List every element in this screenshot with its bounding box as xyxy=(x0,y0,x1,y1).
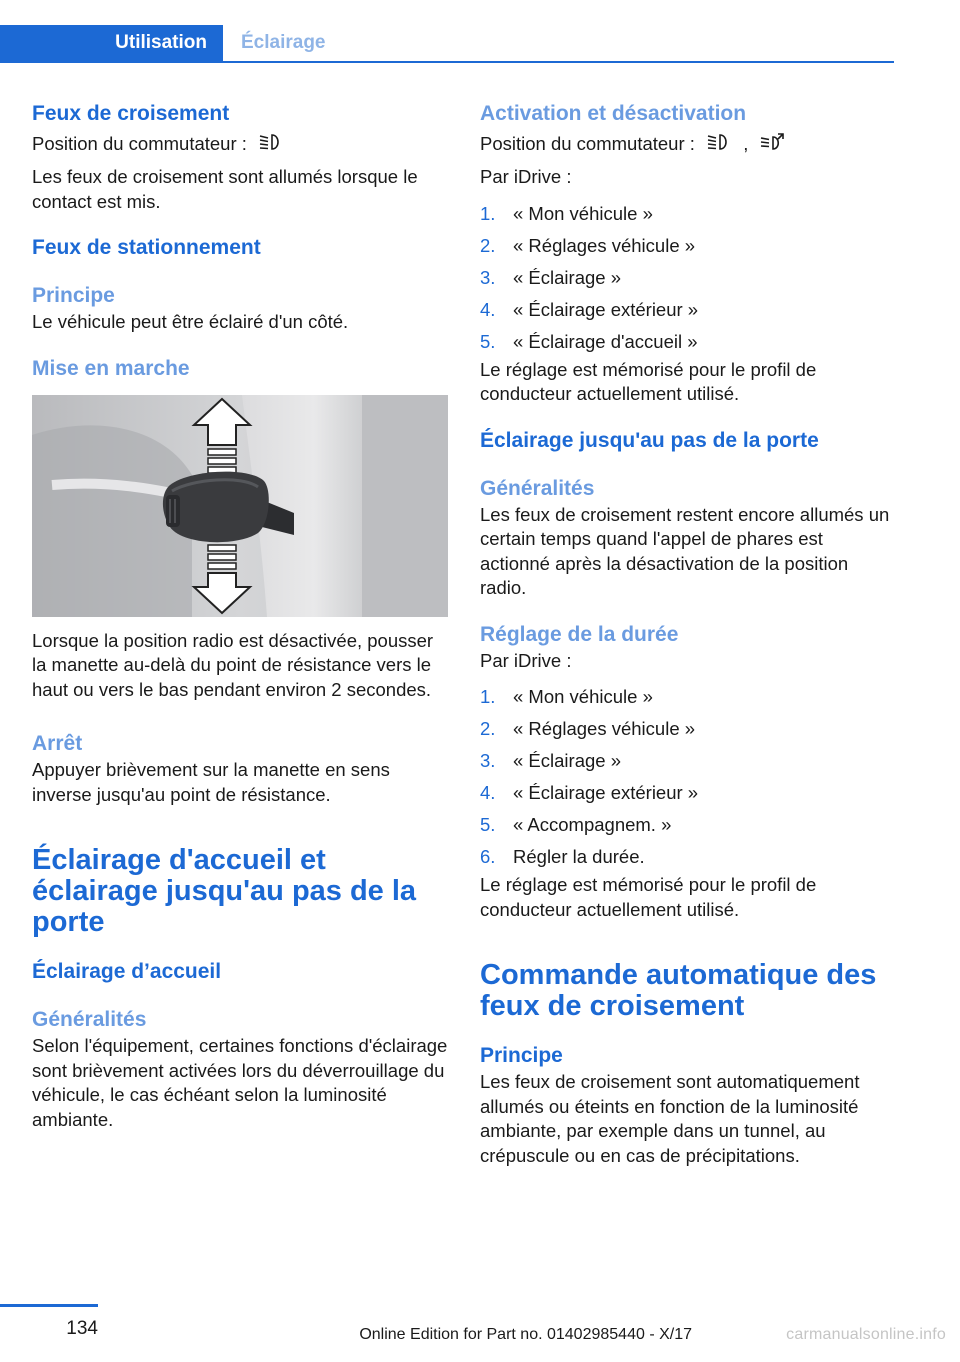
heading-general: Généralités xyxy=(480,476,595,500)
edition-note: Online Edition for Part no. 01402985440 - X/17 xyxy=(359,1326,692,1343)
heading-low-beam: Feux de croisement xyxy=(32,102,230,125)
heading-principle: Principe xyxy=(32,284,115,308)
auto-light-icon xyxy=(759,133,785,158)
heading-switch-off: Arrêt xyxy=(32,732,83,756)
heading-auto-low-beam: Commande automatique des feux de croisement xyxy=(480,959,877,1023)
parking-principle-text: Le véhicule peut être éclairé d'un côté. xyxy=(32,311,349,333)
switch-label-text: Position du commutateur : xyxy=(32,133,247,154)
list-item: 2. « Réglages véhicule » xyxy=(480,718,696,740)
duration-steps xyxy=(480,681,896,873)
heading-duration: Réglage de la durée xyxy=(480,622,679,646)
heading-activation: Activation et désactivation xyxy=(480,102,747,125)
heading-welcome-lighting: Éclairage d'accueil et éclairage jusqu'au pas de la porte xyxy=(32,844,417,939)
page-number: 134 xyxy=(66,1318,98,1339)
symbol-separator: , xyxy=(743,133,749,154)
tab-utilisation[interactable]: Utilisation xyxy=(0,25,223,61)
activation-steps xyxy=(480,198,896,358)
list-item: 5. « Accompagnem. » xyxy=(480,814,672,836)
right-column xyxy=(480,100,896,1168)
list-item: 5. « Éclairage d'accueil » xyxy=(480,330,698,352)
duration-note: Le réglage est mémorisé pour le profil de conducteur actuellement utilisé. xyxy=(480,874,817,920)
stalk-illustration xyxy=(32,395,448,617)
switch-on-text: Lorsque la position radio est désactivée, pousser la manette au-delà du point de résistance vers le haut ou vers le bas pendant environ 2 secondes. xyxy=(32,629,434,700)
heading-switch-on: Mise en marche xyxy=(32,356,190,380)
header-tabs xyxy=(0,25,894,63)
low-beam-icon xyxy=(706,133,732,158)
heading-principle: Principe xyxy=(480,1044,563,1068)
heading-parking-lights: Feux de stationnement xyxy=(32,236,261,260)
auto-principle-text: Les feux de croisement sont automatiquement allumés ou éteints en fonction de la luminosité ambiante, par exemple dans un tunnel, au crépuscule ou en cas de précipitations. xyxy=(480,1071,860,1166)
list-item: 4. « Éclairage extérieur » xyxy=(480,782,699,804)
low-beam-switch-label xyxy=(32,132,448,157)
list-item: 6. Régler la durée. xyxy=(480,846,645,868)
activation-note: Le réglage est mémorisé pour le profil de conducteur actuellement utilisé. xyxy=(480,358,817,405)
list-item: 1. « Mon véhicule » xyxy=(480,686,653,708)
activation-switch-label xyxy=(480,132,896,157)
heading-welcome-light: Éclairage d’accueil xyxy=(32,960,222,984)
left-column xyxy=(32,100,448,1132)
list-item: 1. « Mon véhicule » xyxy=(480,202,653,224)
duration-idrive: Par iDrive : xyxy=(480,649,572,671)
activation-idrive: Par iDrive : xyxy=(480,166,572,188)
heading-general: Généralités xyxy=(32,1008,147,1032)
list-item: 3. « Éclairage » xyxy=(480,750,621,772)
list-item: 2. « Réglages véhicule » xyxy=(480,234,696,256)
watermark: carmanualsonline.info xyxy=(786,1326,946,1343)
heading-door-lighting: Éclairage jusqu'au pas de la porte xyxy=(480,428,819,452)
door-general-text: Les feux de croisement restent encore allumés un certain temps quand l'appel de phares est actionné après la désactivation de la position radio. xyxy=(480,503,890,599)
footer-rule xyxy=(0,1304,98,1307)
list-item: 4. « Éclairage extérieur » xyxy=(480,298,699,320)
tab-eclairage[interactable]: Éclairage xyxy=(241,32,326,53)
low-beam-text: Les feux de croisement sont allumés lorsque le contact est mis. xyxy=(32,166,418,212)
list-item: 3. « Éclairage » xyxy=(480,266,621,288)
welcome-general-text: Selon l'équipement, certaines fonctions d'éclairage sont brièvement activées lors du déverrouillage du véhicule, le cas échéant selon la luminosité ambiante. xyxy=(32,1035,448,1130)
low-beam-icon xyxy=(258,133,284,158)
switch-off-text: Appuyer brièvement sur la manette en sens inverse jusqu'au point de résistance. xyxy=(32,759,390,805)
switch-label-text: Position du commutateur : xyxy=(480,133,695,154)
